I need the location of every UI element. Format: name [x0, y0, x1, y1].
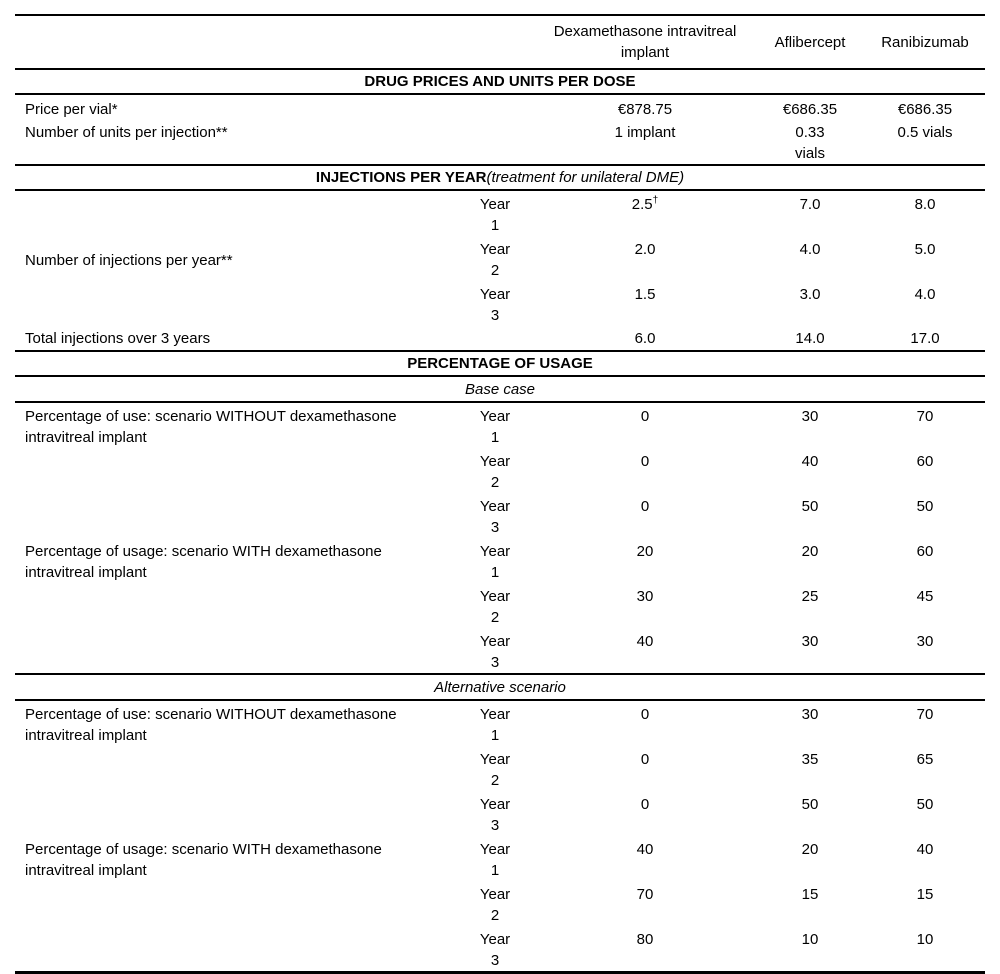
value-cell-dexamethasone: [535, 583, 755, 628]
year-label: Year 1: [479, 196, 511, 234]
column-header-row: [15, 15, 985, 69]
group-label-cell-base-with: [15, 538, 455, 674]
group-label-alt-without: Percentage of use: scenario WITHOUT dexamethasone intravitreal implant: [25, 706, 397, 744]
pct-value: 10: [801, 931, 819, 948]
value-cell-dexamethasone: [535, 881, 755, 926]
year-label: Year 3: [479, 498, 511, 536]
value-cell-dexamethasone: [535, 791, 755, 836]
value-cell-aflibercept: [755, 926, 865, 973]
table-row-base-without-year-1: [15, 402, 985, 448]
year-cell: [455, 881, 535, 926]
pct-value: 0: [640, 796, 650, 813]
value-cell-dexamethasone: [535, 700, 755, 746]
year-label: Year 1: [479, 408, 511, 446]
year-cell: [455, 746, 535, 791]
injections-ranibizumab-y3: 4.0: [914, 286, 936, 303]
row-label-price-per-vial: Price per vial*: [25, 101, 118, 118]
group-label-injections: Number of injections per year**: [25, 251, 233, 269]
value-cell-aflibercept: [755, 326, 865, 351]
table-row-alt-without-year-1: [15, 700, 985, 746]
pct-value: 60: [916, 543, 934, 560]
injections-dexamethasone-y1: 2.5: [631, 196, 653, 213]
year-cell: [455, 791, 535, 836]
table-row-total-injections: [15, 326, 985, 351]
col-header-aflibercept: [755, 15, 865, 69]
dagger-footnote-marker: †: [652, 195, 659, 206]
group-label-cell-base-without: [15, 402, 455, 538]
col-header-dexamethasone-label: Dexamethasone intravitreal implant: [553, 23, 737, 61]
value-cell-aflibercept: [755, 881, 865, 926]
value-cell-dexamethasone: [535, 402, 755, 448]
year-cell: [455, 448, 535, 493]
year-cell: [455, 402, 535, 448]
year-cell: [455, 281, 535, 326]
pct-value: 40: [916, 841, 934, 858]
subsection-heading-base-case: [15, 376, 985, 402]
value-cell-dexamethasone: [535, 538, 755, 583]
year-cell-empty: [455, 326, 535, 351]
year-cell: [455, 190, 535, 236]
pct-value: 50: [801, 796, 819, 813]
table-row-base-with-year-1: [15, 538, 985, 583]
value-cell-ranibizumab: [865, 94, 985, 120]
pct-value: 20: [801, 543, 819, 560]
units-aflibercept: 0.33 vials: [794, 124, 825, 162]
row-label-cell: [15, 94, 535, 120]
year-label: Year 3: [479, 286, 511, 324]
value-cell-dexamethasone: [535, 94, 755, 120]
col-header-aflibercept-label: Aflibercept: [774, 33, 846, 51]
row-label-cell: [15, 326, 455, 351]
value-cell-ranibizumab: [865, 881, 985, 926]
value-cell-ranibizumab: [865, 493, 985, 538]
value-cell-dexamethasone: [535, 746, 755, 791]
section-heading-drug-prices-label: DRUG PRICES AND UNITS PER DOSE: [364, 73, 636, 90]
year-cell: [455, 700, 535, 746]
value-cell-aflibercept: [755, 836, 865, 881]
subsection-heading-alternative-label: Alternative scenario: [434, 678, 566, 696]
year-label: Year 2: [479, 588, 511, 626]
value-cell-ranibizumab: [865, 836, 985, 881]
group-label-base-without: Percentage of use: scenario WITHOUT dexamethasone intravitreal implant: [25, 408, 397, 446]
pct-value: 70: [916, 706, 934, 723]
pct-value: 0: [640, 498, 650, 515]
pct-value: 50: [801, 498, 819, 515]
section-heading-usage: [15, 351, 985, 376]
col-header-ranibizumab: [865, 15, 985, 69]
value-cell-ranibizumab: [865, 791, 985, 836]
year-label: Year 1: [479, 706, 511, 744]
value-cell-aflibercept: [755, 628, 865, 674]
pct-value: 50: [916, 796, 934, 813]
subsection-heading-base-case-label: Base case: [464, 380, 536, 398]
table-row-injections-year-1: [15, 190, 985, 236]
pct-value: 20: [801, 841, 819, 858]
value-cell-dexamethasone: [535, 448, 755, 493]
pct-value: 0: [640, 453, 650, 470]
pct-value: 0: [640, 751, 650, 768]
units-dexamethasone: 1 implant: [614, 124, 676, 141]
year-label: Year 2: [479, 751, 511, 789]
year-label: Year 3: [479, 931, 511, 969]
year-cell: [455, 538, 535, 583]
group-label-cell-alt-without: [15, 700, 455, 836]
drug-cost-table: [15, 14, 985, 974]
pct-value: 40: [636, 633, 654, 650]
total-ranibizumab: 17.0: [910, 330, 940, 347]
col-header-ranibizumab-label: Ranibizumab: [881, 33, 969, 51]
injections-ranibizumab-y2: 5.0: [914, 241, 936, 258]
total-dexamethasone: 6.0: [634, 330, 656, 347]
section-heading-usage-label: PERCENTAGE OF USAGE: [407, 355, 593, 372]
pct-value: 70: [916, 408, 934, 425]
value-cell-aflibercept: [755, 448, 865, 493]
pct-value: 30: [636, 588, 654, 605]
pct-value: 0: [640, 408, 650, 425]
pct-value: 50: [916, 498, 934, 515]
pct-value: 70: [636, 886, 654, 903]
value-cell-ranibizumab: [865, 746, 985, 791]
total-aflibercept: 14.0: [795, 330, 825, 347]
pct-value: 10: [916, 931, 934, 948]
value-cell-ranibizumab: [865, 538, 985, 583]
subsection-heading-alternative: [15, 674, 985, 700]
pct-value: 30: [801, 706, 819, 723]
value-cell-ranibizumab: [865, 120, 985, 165]
value-cell-ranibizumab: [865, 926, 985, 973]
pct-value: 15: [916, 886, 934, 903]
value-cell-ranibizumab: [865, 236, 985, 281]
injections-aflibercept-y2: 4.0: [799, 241, 821, 258]
year-cell: [455, 236, 535, 281]
year-cell: [455, 836, 535, 881]
value-cell-aflibercept: [755, 236, 865, 281]
year-label: Year 2: [479, 453, 511, 491]
group-label-base-with: Percentage of usage: scenario WITH dexamethasone intravitreal implant: [25, 543, 382, 581]
value-cell-dexamethasone: [535, 493, 755, 538]
value-cell-aflibercept: [755, 583, 865, 628]
pct-value: 15: [801, 886, 819, 903]
value-cell-ranibizumab: [865, 628, 985, 674]
value-cell-aflibercept: [755, 700, 865, 746]
row-label-units-per-injection: Number of units per injection**: [25, 124, 228, 141]
col-header-dexamethasone: [535, 15, 755, 69]
value-cell-dexamethasone: [535, 281, 755, 326]
value-cell-dexamethasone: [535, 326, 755, 351]
year-cell: [455, 628, 535, 674]
value-cell-aflibercept: [755, 190, 865, 236]
pct-value: 30: [801, 633, 819, 650]
year-label: Year 1: [479, 543, 511, 581]
injections-dexamethasone-y3: 1.5: [634, 286, 656, 303]
value-cell-aflibercept: [755, 281, 865, 326]
group-label-alt-with: Percentage of usage: scenario WITH dexamethasone intravitreal implant: [25, 841, 382, 879]
value-cell-ranibizumab: [865, 190, 985, 236]
section-heading-drug-prices: [15, 69, 985, 94]
year-label: Year 1: [479, 841, 511, 879]
value-cell-dexamethasone: [535, 628, 755, 674]
value-cell-aflibercept: [755, 402, 865, 448]
pct-value: 40: [636, 841, 654, 858]
injections-aflibercept-y1: 7.0: [799, 196, 821, 213]
pct-value: 60: [916, 453, 934, 470]
row-label-cell: [15, 120, 535, 165]
section-heading-injections-note: (treatment for unilateral DME): [486, 169, 685, 186]
subsection-heading-alternative-row: [15, 674, 985, 700]
section-heading-injections-label: INJECTIONS PER YEAR: [315, 169, 487, 186]
table-row-alt-with-year-1: [15, 836, 985, 881]
value-cell-dexamethasone: [535, 190, 755, 236]
section-heading-injections: [15, 165, 985, 190]
value-cell-aflibercept: [755, 746, 865, 791]
row-label-total-injections: Total injections over 3 years: [25, 330, 211, 347]
pct-value: 25: [801, 588, 819, 605]
price-ranibizumab: €686.35: [897, 101, 953, 118]
pct-value: 80: [636, 931, 654, 948]
value-cell-ranibizumab: [865, 402, 985, 448]
year-cell: [455, 926, 535, 973]
value-cell-aflibercept: [755, 120, 865, 165]
subsection-heading-base-case-row: [15, 376, 985, 402]
value-cell-aflibercept: [755, 538, 865, 583]
price-dexamethasone: €878.75: [617, 101, 673, 118]
pct-value: 30: [801, 408, 819, 425]
value-cell-aflibercept: [755, 94, 865, 120]
value-cell-ranibizumab: [865, 326, 985, 351]
pct-value: 40: [801, 453, 819, 470]
pct-value: 35: [801, 751, 819, 768]
year-label: Year 3: [479, 796, 511, 834]
value-cell-dexamethasone: [535, 836, 755, 881]
year-label: Year 2: [479, 241, 511, 279]
table-row-units-per-injection: [15, 120, 985, 165]
value-cell-aflibercept: [755, 493, 865, 538]
pct-value: 0: [640, 706, 650, 723]
year-label: Year 3: [479, 633, 511, 671]
value-cell-ranibizumab: [865, 583, 985, 628]
section-heading-drug-prices-row: [15, 69, 985, 94]
year-cell: [455, 493, 535, 538]
value-cell-ranibizumab: [865, 700, 985, 746]
value-cell-dexamethasone: [535, 926, 755, 973]
injections-aflibercept-y3: 3.0: [799, 286, 821, 303]
table-row-price-per-vial: [15, 94, 985, 120]
group-label-cell-alt-with: [15, 836, 455, 973]
group-label-cell-injections: [15, 190, 455, 326]
value-cell-dexamethasone: [535, 236, 755, 281]
injections-ranibizumab-y1: 8.0: [914, 196, 936, 213]
pct-value: 30: [916, 633, 934, 650]
value-cell-dexamethasone: [535, 120, 755, 165]
value-cell-aflibercept: [755, 791, 865, 836]
year-cell: [455, 583, 535, 628]
pct-value: 65: [916, 751, 934, 768]
value-cell-ranibizumab: [865, 448, 985, 493]
section-heading-injections-row: [15, 165, 985, 190]
section-heading-usage-row: [15, 351, 985, 376]
price-aflibercept: €686.35: [782, 101, 838, 118]
pct-value: 20: [636, 543, 654, 560]
col-header-empty: [15, 15, 535, 69]
value-cell-ranibizumab: [865, 281, 985, 326]
units-ranibizumab: 0.5 vials: [897, 124, 953, 141]
injections-dexamethasone-y2: 2.0: [634, 241, 656, 258]
year-label: Year 2: [479, 886, 511, 924]
pct-value: 45: [916, 588, 934, 605]
